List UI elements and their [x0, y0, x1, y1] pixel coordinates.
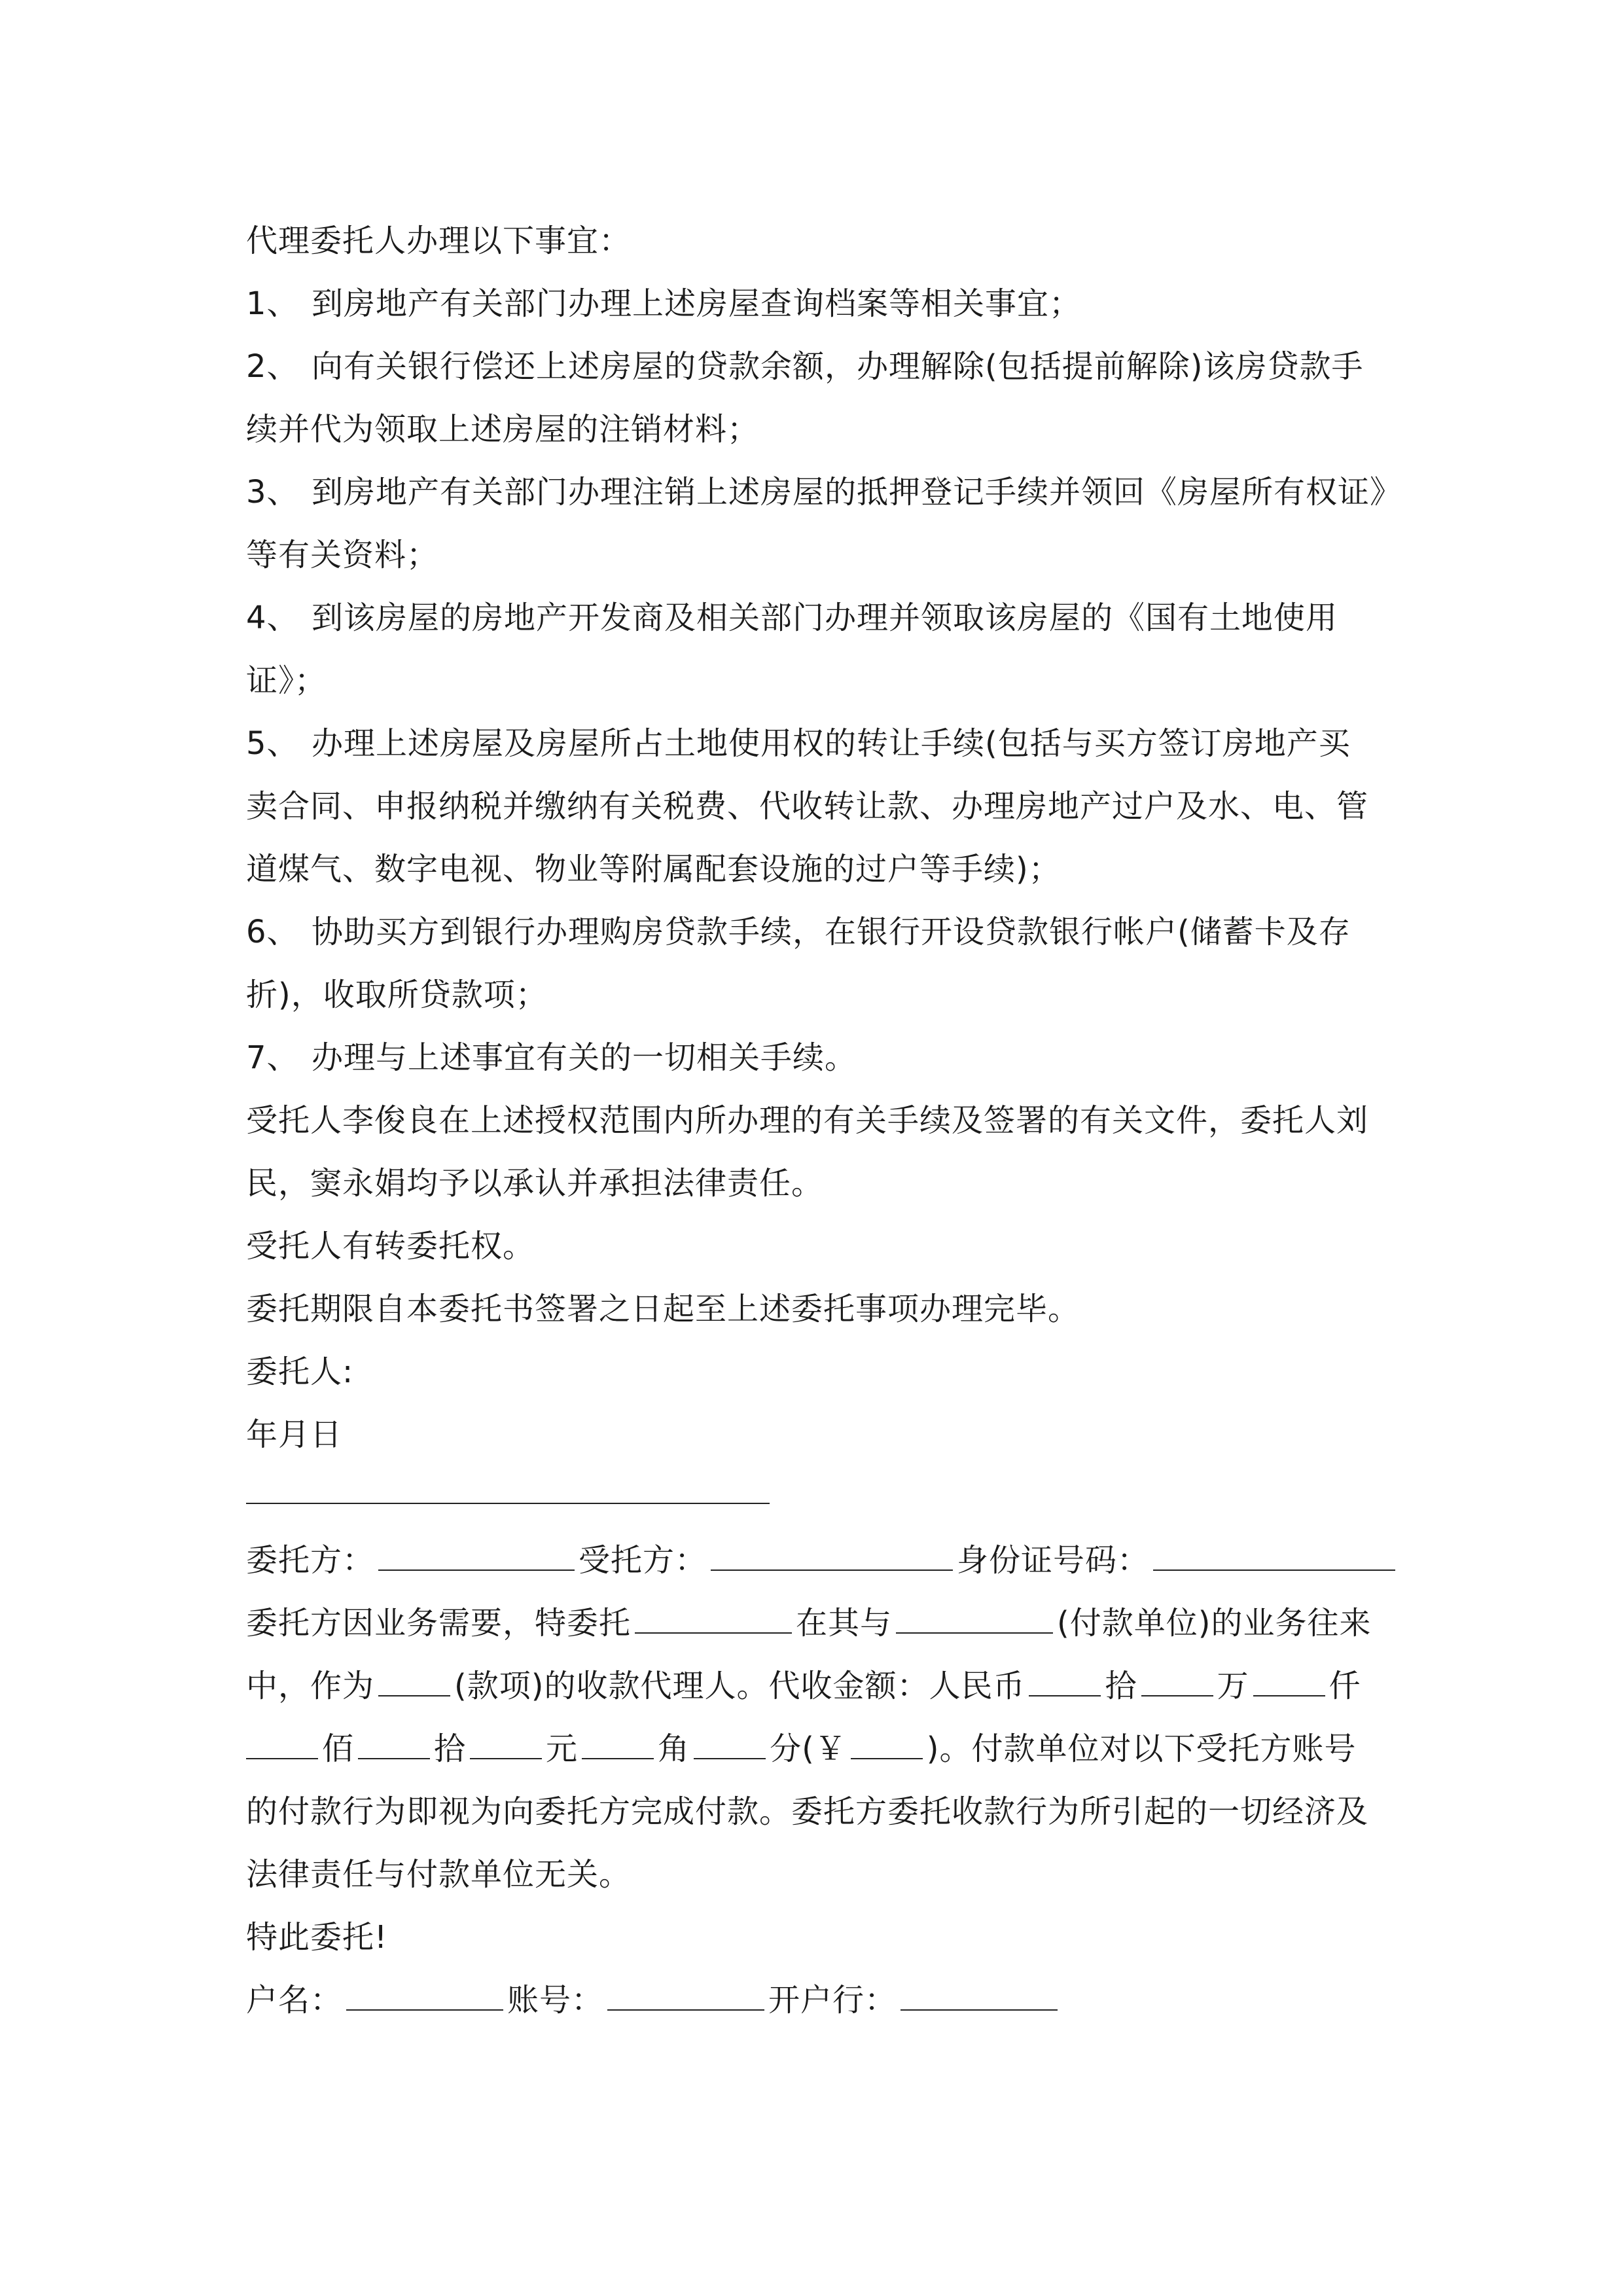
item-continuation: 等有关资料；: [246, 537, 439, 573]
id-blank[interactable]: [1153, 1543, 1395, 1571]
document-page: [246, 209, 1402, 2032]
form-line: 法律责任与付款单位无关。: [246, 1856, 632, 1893]
form-line: [246, 1717, 1385, 1780]
form-text: )。付款单位对以下受托方账号: [926, 1731, 1357, 1767]
amount-blank[interactable]: [358, 1732, 430, 1759]
amount-blank[interactable]: [246, 1732, 318, 1759]
agent-label: 受托方：: [579, 1542, 707, 1579]
account-name-blank[interactable]: [346, 1983, 503, 2011]
amount-blank[interactable]: [1141, 1669, 1213, 1696]
item-number: 3、: [246, 474, 299, 511]
item-number: 6、: [246, 914, 299, 950]
list-item: [246, 461, 1402, 524]
account-no-label: 账号：: [507, 1982, 604, 2018]
intro-text: 代理委托人办理以下事宜：: [246, 223, 632, 259]
amount-blank[interactable]: [582, 1732, 654, 1759]
form-text: 仟: [1329, 1668, 1361, 1704]
client-label: 委托方：: [246, 1542, 375, 1579]
bank-label: 开户行：: [768, 1982, 897, 2018]
item-continuation: 证》；: [246, 662, 327, 699]
item-number: 4、: [246, 600, 299, 636]
account-name-label: 户名：: [246, 1982, 343, 2018]
form-text: 拾: [1105, 1668, 1137, 1704]
id-label: 身份证号码：: [957, 1542, 1150, 1579]
transfer-paragraph: 受托人有转委托权。: [246, 1228, 535, 1265]
client-blank[interactable]: [378, 1543, 575, 1571]
list-item: [246, 901, 1385, 963]
item-text: 协助买方到银行办理购房贷款手续，在银行开设贷款银行帐户(储蓄卡及存: [312, 914, 1351, 950]
agent-name-blank[interactable]: [635, 1606, 792, 1634]
item-text: 办理与上述事宜有关的一切相关手续。: [312, 1039, 857, 1076]
form-text: 角: [658, 1731, 690, 1767]
item-number: 5、: [246, 725, 299, 762]
item-continuation: 卖合同、申报纳税并缴纳有关税费、代收转让款、办理房地产过户及水、电、管: [246, 788, 1369, 825]
form-text: 在其与: [796, 1605, 893, 1641]
form-parties-line: [246, 1529, 1385, 1592]
form-line: 的付款行为即视为向委托方完成付款。委托方委托收款行为所引起的一切经济及: [246, 1793, 1369, 1830]
payment-type-blank[interactable]: [378, 1669, 450, 1696]
form-text: 委托方因业务需要，特委托: [246, 1605, 632, 1641]
amount-blank[interactable]: [1253, 1669, 1325, 1696]
amount-blank[interactable]: [1029, 1669, 1101, 1696]
item-number: 2、: [246, 348, 299, 385]
section-divider: [246, 1466, 1385, 1529]
form-text: (款项)的收款代理人。代收金额：人民币: [454, 1668, 1026, 1704]
payer-blank[interactable]: [896, 1606, 1053, 1634]
form-text: 佰: [322, 1731, 355, 1767]
amount-blank[interactable]: [470, 1732, 542, 1759]
responsibility-paragraph: 受托人李俊良在上述授权范围内所办理的有关手续及签署的有关文件，委托人刘: [246, 1102, 1369, 1139]
item-text: 到该房屋的房地产开发商及相关部门办理并领取该房屋的《国有土地使用: [312, 600, 1338, 636]
list-item: [246, 712, 1385, 775]
special-note: 特此委托!: [246, 1919, 388, 1956]
item-text: 到房地产有关部门办理注销上述房屋的抵押登记手续并领回《房屋所有权证》: [312, 474, 1402, 511]
item-text: 到房地产有关部门办理上述房屋查询档案等相关事宜；: [312, 285, 1082, 322]
date-label: 年月日: [246, 1416, 343, 1453]
item-continuation: 道煤气、数字电视、物业等附属配套设施的过户等手续)；: [246, 851, 1061, 888]
list-item: [246, 586, 1385, 649]
amount-figure-blank[interactable]: [851, 1732, 923, 1759]
list-item: [246, 1026, 1385, 1089]
item-continuation: 续并代为领取上述房屋的注销材料；: [246, 411, 760, 448]
form-text: 分(￥: [770, 1731, 847, 1767]
responsibility-paragraph-cont: 民，窦永娟均予以承认并承担法律责任。: [246, 1165, 824, 1202]
bank-blank[interactable]: [901, 1983, 1058, 2011]
form-text: (付款单位)的业务往来: [1057, 1605, 1372, 1641]
form-text: 元: [546, 1731, 579, 1767]
form-text: 万: [1217, 1668, 1249, 1704]
agent-blank[interactable]: [711, 1543, 953, 1571]
form-text: 中，作为: [246, 1668, 375, 1704]
form-line: [246, 1592, 1385, 1655]
account-line: [246, 1969, 1385, 2032]
amount-blank[interactable]: [694, 1732, 766, 1759]
account-no-blank[interactable]: [607, 1983, 764, 2011]
item-number: 7、: [246, 1039, 299, 1076]
item-text: 办理上述房屋及房屋所占土地使用权的转让手续(包括与买方签订房地产买: [312, 725, 1351, 762]
form-line: [246, 1655, 1385, 1717]
item-text: 向有关银行偿还上述房屋的贷款余额，办理解除(包括提前解除)该房贷款手: [312, 348, 1364, 385]
principal-label: 委托人:: [246, 1354, 354, 1390]
term-paragraph: 委托期限自本委托书签署之日起至上述委托事项办理完毕。: [246, 1291, 1080, 1327]
list-item: [246, 335, 1385, 398]
form-text: 拾: [434, 1731, 467, 1767]
list-item: [246, 272, 1385, 335]
item-continuation: 折)，收取所贷款项；: [246, 977, 548, 1013]
item-number: 1、: [246, 285, 299, 322]
